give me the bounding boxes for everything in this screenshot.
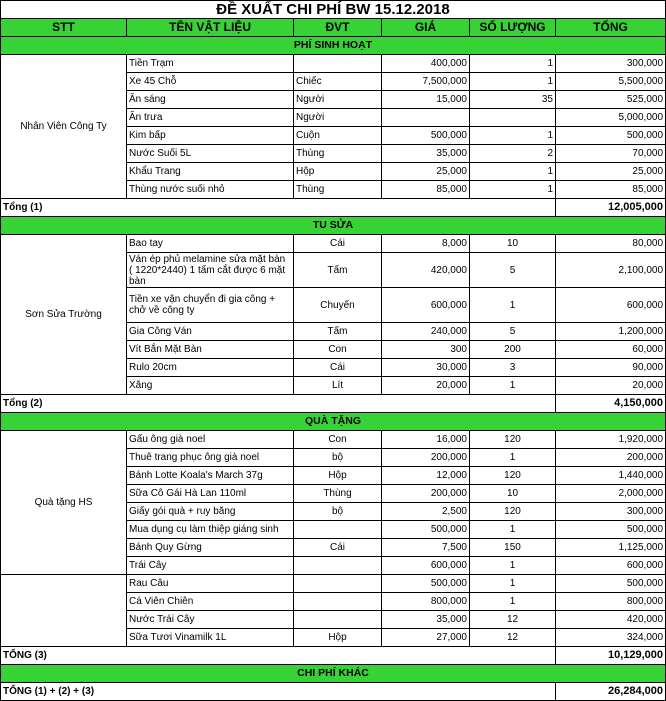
item-price: 600,000 xyxy=(382,288,470,323)
item-name: Mua dụng cụ làm thiệp giáng sinh xyxy=(127,521,294,539)
item-quantity: 1 xyxy=(470,593,556,611)
item-name: Ván ép phủ melamine sửa mặt bàn ( 1220*2440) 1 tấm cắt được 6 mặt bàn xyxy=(127,253,294,288)
item-price: 15,000 xyxy=(382,91,470,109)
item-unit: Hộp xyxy=(294,629,382,647)
section-header-row xyxy=(1,37,666,55)
item-total: 525,000 xyxy=(556,91,666,109)
section-header-row xyxy=(1,217,666,235)
item-quantity: 10 xyxy=(470,235,556,253)
table-row xyxy=(1,431,666,449)
item-total: 1,920,000 xyxy=(556,431,666,449)
item-price: 400,000 xyxy=(382,55,470,73)
item-name: Rulo 20cm xyxy=(127,359,294,377)
header-ten: TÊN VẬT LIỆU xyxy=(127,19,294,37)
item-group: Nhân Viên Công Ty xyxy=(1,55,127,199)
item-name: Ăn trưa xyxy=(127,109,294,127)
item-name: Thuê trang phục ông già noel xyxy=(127,449,294,467)
item-name: Ăn sáng xyxy=(127,91,294,109)
item-name: Gấu ông già noel xyxy=(127,431,294,449)
item-unit xyxy=(294,611,382,629)
item-unit: Cuộn xyxy=(294,127,382,145)
item-total: 90,000 xyxy=(556,359,666,377)
item-price: 7,500 xyxy=(382,539,470,557)
item-price: 500,000 xyxy=(382,521,470,539)
item-total: 25,000 xyxy=(556,163,666,181)
item-total: 5,000,000 xyxy=(556,109,666,127)
item-unit: Thùng xyxy=(294,145,382,163)
item-name: Tiền Trạm xyxy=(127,55,294,73)
header-soluong: SỐ LƯỢNG xyxy=(470,19,556,37)
item-quantity: 150 xyxy=(470,539,556,557)
item-total: 1,200,000 xyxy=(556,323,666,341)
item-price: 500,000 xyxy=(382,127,470,145)
item-quantity: 3 xyxy=(470,359,556,377)
item-name: Bánh Quy Gừng xyxy=(127,539,294,557)
item-name: Bánh Lotte Koala's March 37g xyxy=(127,467,294,485)
subtotal-row xyxy=(1,199,666,217)
item-quantity xyxy=(470,109,556,127)
item-name: Sữa Tươi Vinamilk 1L xyxy=(127,629,294,647)
item-unit: Hộp xyxy=(294,163,382,181)
item-name: Sữa Cô Gái Hà Lan 110ml xyxy=(127,485,294,503)
item-unit xyxy=(294,575,382,593)
item-total: 500,000 xyxy=(556,575,666,593)
item-price: 200,000 xyxy=(382,485,470,503)
item-unit: Lít xyxy=(294,377,382,395)
item-price: 500,000 xyxy=(382,575,470,593)
header-dvt: ĐVT xyxy=(294,19,382,37)
item-price: 8,000 xyxy=(382,235,470,253)
item-unit xyxy=(294,593,382,611)
item-total: 2,000,000 xyxy=(556,485,666,503)
item-quantity: 1 xyxy=(470,181,556,199)
item-price: 240,000 xyxy=(382,323,470,341)
table-row xyxy=(1,55,666,73)
section-header-row xyxy=(1,665,666,683)
section-title: PHÍ SINH HOẠT xyxy=(1,37,666,55)
item-quantity: 200 xyxy=(470,341,556,359)
item-name: Trái Cây xyxy=(127,557,294,575)
item-quantity: 35 xyxy=(470,91,556,109)
subtotal-value: 12,005,000 xyxy=(556,199,666,217)
item-quantity: 120 xyxy=(470,503,556,521)
item-total: 600,000 xyxy=(556,288,666,323)
item-price: 30,000 xyxy=(382,359,470,377)
item-quantity: 1 xyxy=(470,288,556,323)
header-row xyxy=(1,19,666,37)
item-name: Vít Bắn Mặt Bàn xyxy=(127,341,294,359)
item-unit: Hộp xyxy=(294,467,382,485)
subtotal-value: 4,150,000 xyxy=(556,395,666,413)
item-quantity: 120 xyxy=(470,467,556,485)
item-price: 2,500 xyxy=(382,503,470,521)
item-unit: Cái xyxy=(294,359,382,377)
item-total: 600,000 xyxy=(556,557,666,575)
item-name: Nước Suối 5L xyxy=(127,145,294,163)
grand-total-row xyxy=(1,683,666,701)
item-total: 2,100,000 xyxy=(556,253,666,288)
item-name: Tiền xe vận chuyển đi gia công + chở về công ty xyxy=(127,288,294,323)
item-name: Kim bấp xyxy=(127,127,294,145)
item-quantity: 2 xyxy=(470,145,556,163)
item-quantity: 5 xyxy=(470,323,556,341)
item-price: 85,000 xyxy=(382,181,470,199)
item-total: 420,000 xyxy=(556,611,666,629)
section-header-row xyxy=(1,413,666,431)
grand-total-label: TỔNG (1) + (2) + (3) xyxy=(1,683,556,701)
item-total: 324,000 xyxy=(556,629,666,647)
subtotal-row xyxy=(1,395,666,413)
item-name: Nước Trái Cây xyxy=(127,611,294,629)
item-price: 800,000 xyxy=(382,593,470,611)
item-unit: Chiếc xyxy=(294,73,382,91)
item-quantity: 1 xyxy=(470,521,556,539)
item-name: Gia Công Ván xyxy=(127,323,294,341)
item-total: 5,500,000 xyxy=(556,73,666,91)
item-price: 20,000 xyxy=(382,377,470,395)
item-unit xyxy=(294,521,382,539)
item-quantity: 1 xyxy=(470,163,556,181)
item-quantity: 1 xyxy=(470,449,556,467)
item-price: 35,000 xyxy=(382,611,470,629)
item-price: 300 xyxy=(382,341,470,359)
item-name: Xe 45 Chỗ xyxy=(127,73,294,91)
item-total: 20,000 xyxy=(556,377,666,395)
item-price xyxy=(382,109,470,127)
subtotal-row xyxy=(1,647,666,665)
item-price: 35,000 xyxy=(382,145,470,163)
item-quantity: 1 xyxy=(470,127,556,145)
subtotal-value: 10,129,000 xyxy=(556,647,666,665)
item-total: 500,000 xyxy=(556,521,666,539)
header-stt: STT xyxy=(1,19,127,37)
item-unit: Tấm xyxy=(294,253,382,288)
item-unit: Thùng xyxy=(294,485,382,503)
item-price: 27,000 xyxy=(382,629,470,647)
item-total: 300,000 xyxy=(556,55,666,73)
item-quantity: 12 xyxy=(470,611,556,629)
item-total: 800,000 xyxy=(556,593,666,611)
item-total: 1,440,000 xyxy=(556,467,666,485)
item-price: 420,000 xyxy=(382,253,470,288)
item-total: 80,000 xyxy=(556,235,666,253)
item-quantity: 1 xyxy=(470,73,556,91)
item-quantity: 120 xyxy=(470,431,556,449)
item-quantity: 1 xyxy=(470,575,556,593)
item-unit xyxy=(294,557,382,575)
grand-total-value: 26,284,000 xyxy=(556,683,666,701)
item-unit: Chuyến xyxy=(294,288,382,323)
item-unit: Con xyxy=(294,431,382,449)
item-total: 300,000 xyxy=(556,503,666,521)
item-unit: Con xyxy=(294,341,382,359)
item-unit xyxy=(294,55,382,73)
header-tong: TỔNG xyxy=(556,19,666,37)
item-price: 16,000 xyxy=(382,431,470,449)
item-unit: Người xyxy=(294,109,382,127)
item-price: 25,000 xyxy=(382,163,470,181)
item-unit: bộ xyxy=(294,503,382,521)
item-total: 1,125,000 xyxy=(556,539,666,557)
item-group: Sơn Sửa Trường xyxy=(1,235,127,395)
item-name: Giấy gói quà + ruy băng xyxy=(127,503,294,521)
subtotal-label: Tổng (1) xyxy=(1,199,556,217)
item-price: 600,000 xyxy=(382,557,470,575)
table-row xyxy=(1,235,666,253)
subtotal-label: Tổng (2) xyxy=(1,395,556,413)
item-quantity: 1 xyxy=(470,55,556,73)
section-title: QUÀ TẶNG xyxy=(1,413,666,431)
item-price: 12,000 xyxy=(382,467,470,485)
item-unit: Cái xyxy=(294,235,382,253)
table-row xyxy=(1,575,666,593)
item-unit: Cái xyxy=(294,539,382,557)
subtotal-label: TỔNG (3) xyxy=(1,647,556,665)
item-total: 500,000 xyxy=(556,127,666,145)
item-total: 85,000 xyxy=(556,181,666,199)
item-total: 200,000 xyxy=(556,449,666,467)
item-price: 7,500,000 xyxy=(382,73,470,91)
item-name: Bao tay xyxy=(127,235,294,253)
sheet-title: ĐỀ XUẤT CHI PHÍ BW 15.12.2018 xyxy=(1,1,666,19)
item-name: Cá Viên Chiên xyxy=(127,593,294,611)
section-title: TU SỬA xyxy=(1,217,666,235)
item-quantity: 1 xyxy=(470,557,556,575)
item-group: Quà tặng HS xyxy=(1,431,127,575)
item-total: 60,000 xyxy=(556,341,666,359)
item-unit: Thùng xyxy=(294,181,382,199)
item-total: 70,000 xyxy=(556,145,666,163)
item-name: Xăng xyxy=(127,377,294,395)
item-quantity: 12 xyxy=(470,629,556,647)
item-unit: Tấm xyxy=(294,323,382,341)
item-price: 200,000 xyxy=(382,449,470,467)
item-quantity: 5 xyxy=(470,253,556,288)
item-name: Khẩu Trang xyxy=(127,163,294,181)
header-gia: GIÁ xyxy=(382,19,470,37)
item-name: Thùng nước suối nhỏ xyxy=(127,181,294,199)
item-unit: bộ xyxy=(294,449,382,467)
item-quantity: 1 xyxy=(470,377,556,395)
other-costs-section: CHI PHÍ KHÁC xyxy=(1,665,666,683)
item-name: Rau Câu xyxy=(127,575,294,593)
item-quantity: 10 xyxy=(470,485,556,503)
item-unit: Người xyxy=(294,91,382,109)
item-group-2 xyxy=(1,575,127,647)
